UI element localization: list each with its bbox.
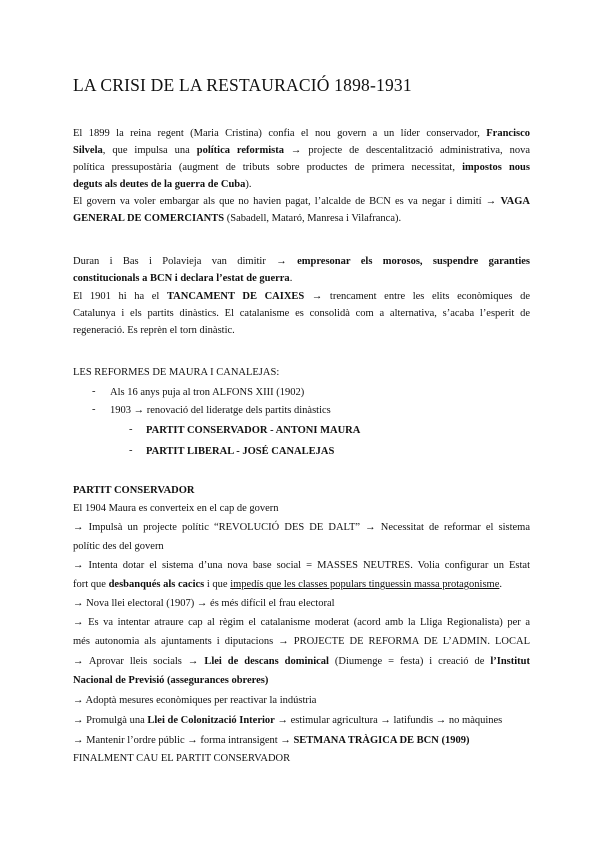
paragraph-line: → Es va intentar atraure cap al règim el catalanisme moderat (acord amb la Lliga Regionalista) per a	[73, 617, 530, 628]
paragraph-line: GENERAL DE COMERCIANTS (Sabadell, Mataró, Manresa i Vilafranca).	[73, 213, 402, 224]
paragraph-line: → Adoptà mesures econòmiques per reactivar la indústria	[73, 695, 317, 706]
sub-list-item: PARTIT CONSERVADOR - ANTONI MAURA	[146, 425, 361, 436]
paragraph-line: Catalunya i els partits dinàstics. El catalanisme es consolidà com a alternativa, s’acaba l’esperit de	[73, 308, 530, 319]
list-bullet: -	[92, 404, 96, 415]
paragraph-line: El 1904 Maura es converteix en el cap de govern	[73, 503, 279, 514]
list-item: Als 16 anys puja al tron ALFONS XIII (1902)	[110, 387, 305, 398]
paragraph-line: Silvela, que impulsa una política reformista → projecte de descentalització administrativa, nova	[73, 145, 530, 156]
paragraph-line: FINALMENT CAU EL PARTIT CONSERVADOR	[73, 753, 291, 764]
section-heading: PARTIT CONSERVADOR	[73, 485, 195, 496]
paragraph-line: → Aprovar lleis socials → Llei de descans dominical (Diumenge = festa) i creació de l’Institut	[73, 656, 531, 667]
paragraph-line: El 1901 hi ha el TANCAMENT DE CAIXES → trencament entre les elits econòmiques de	[73, 291, 530, 302]
paragraph-line: El govern va voler embargar als que no havien pagat, l’alcalde de BCN es va negar i dimití → VAGA	[73, 196, 530, 207]
section-heading: LES REFORMES DE MAURA I CANALEJAS:	[73, 367, 280, 378]
paragraph-line: regeneració. Es reprèn el torn dinàstic.	[73, 325, 235, 336]
paragraph-line: → Intenta dotar el sistema d’una nova base social = MASSES NEUTRES. Volia configurar un Estat	[73, 560, 530, 571]
paragraph-line: El 1899 la reina regent (Maria Cristina) confia el nou govern a un líder conservador, Francisco	[73, 128, 530, 139]
paragraph-line: Nacional de Previsió (assegurances obreres)	[73, 675, 269, 686]
paragraph-line: deguts als deutes de la guerra de Cuba).	[73, 179, 252, 190]
paragraph-line: polític des del govern	[73, 541, 164, 552]
paragraph-line: més autonomia als ajuntaments i diputacions → PROJECTE DE REFORMA DE L’ADMIN. LOCAL	[73, 636, 530, 647]
page-title: LA CRISI DE LA RESTAURACIÓ 1898-1931	[73, 75, 412, 95]
sub-list-item: PARTIT LIBERAL - JOSÉ CANALEJAS	[146, 446, 335, 457]
paragraph-line: Duran i Bas i Polavieja van dimitir → empresonar els morosos, suspendre garanties	[73, 256, 531, 267]
list-bullet: -	[92, 386, 96, 397]
paragraph-line: política pressupostària (augment de tributs sobre productes de primera necessitat, impostos nous	[73, 162, 530, 173]
paragraph-line: → Promulgà una Llei de Colonització Interior → estimular agricultura → latifundis → no màquines	[73, 715, 503, 726]
paragraph-line: → Impulsà un projecte polític “REVOLUCIÓ DES DE DALT” → Necessitat de reformar el sistema	[73, 522, 530, 533]
paragraph-line: → Mantenir l’ordre públic → forma intransigent → SETMANA TRÀGICA DE BCN (1909)	[73, 735, 470, 746]
list-bullet: -	[129, 424, 133, 435]
paragraph-line: → Nova llei electoral (1907) → és més difícil el frau electoral	[73, 598, 335, 609]
list-item: 1903 → renovació del lideratge dels partits dinàstics	[110, 405, 331, 416]
paragraph-line: fort que desbanqués als cacics i que impedís que les classes populars tinguessin massa protagonisme.	[73, 579, 503, 590]
list-bullet: -	[129, 445, 133, 456]
paragraph-line: constitucionals a BCN i declara l’estat de guerra.	[73, 273, 293, 284]
